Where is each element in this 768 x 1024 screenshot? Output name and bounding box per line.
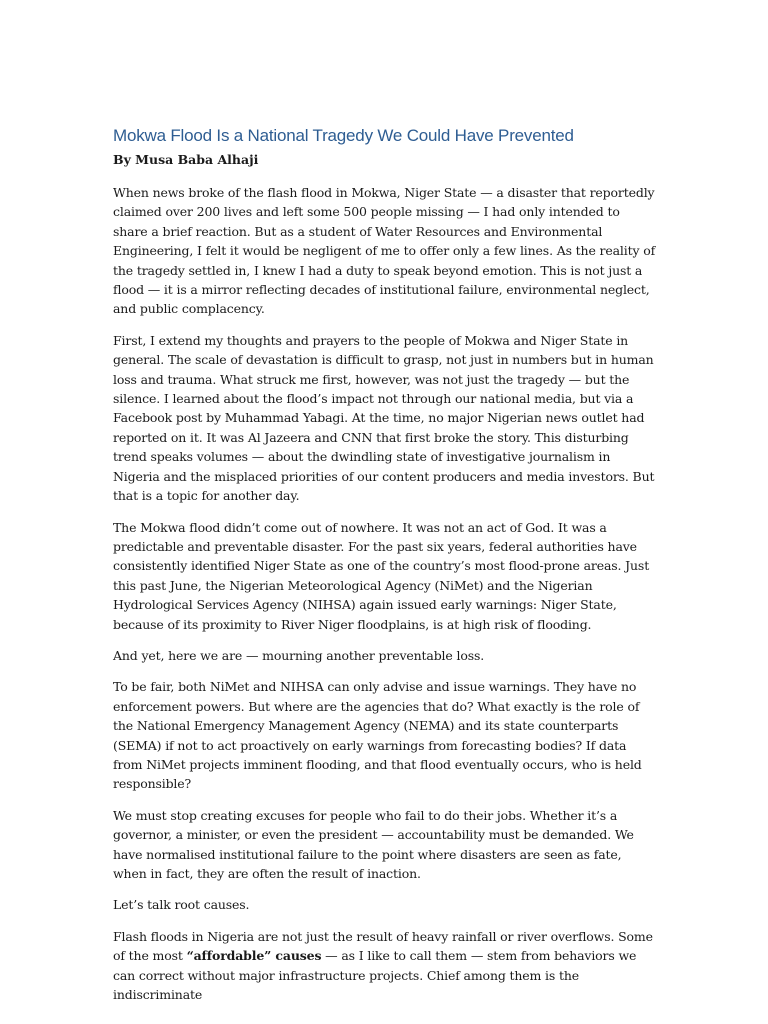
paragraph-7: Let’s talk root causes.: [113, 897, 250, 913]
article-byline: By Musa Baba Alhaji: [113, 152, 259, 167]
paragraph-6: We must stop creating excuses for people who fail to do their jobs. Whether it’s a governor, a minister, or even the president — accountability must be demanded. We have normalised institutional failure to the point where disasters are seen as fate, when in fact, they are often the result of inaction.: [113, 807, 634, 881]
document-page: [113, 124, 658, 1016]
article-title: Mokwa Flood Is a National Tragedy We Could Have Prevented: [113, 126, 574, 145]
paragraph-8-text-before: Flash floods in Nigeria are not just the result of heavy rainfall or river overflows. Some of the most: [113, 928, 653, 964]
paragraph-5: To be fair, both NiMet and NIHSA can only advise and issue warnings. They have no enforcement powers. But where are the agencies that do? What exactly is the role of the National Emergency Management Agency (NEMA) and its state counterparts (SEMA) if not to act proactively on early warnings from forecasting bodies? If data from NiMet projects imminent flooding, and that flood eventually occurs, who is held responsible?: [113, 679, 642, 792]
paragraph-2: First, I extend my thoughts and prayers to the people of Mokwa and Niger State in general. The scale of devastation is difficult to grasp, not just in numbers but in human loss and trauma. What struck me first, however, was not just the tragedy — but the silence. I learned about the flood’s impact not through our national media, but via a Facebook post by Muhammad Yabagi. At the time, no major Nigerian news outlet had reported on it. It was Al Jazeera and CNN that first broke the story. This disturbing trend speaks volumes — about the dwindling state of investigative journalism in Nigeria and the misplaced priorities of our content producers and media investors. But that is a topic for another day.: [113, 332, 655, 504]
paragraph-8-text-after: — as I like to call them — stem from behaviors we can correct without major infrastructure projects. Chief among them is the indiscriminate: [113, 948, 637, 1003]
paragraph-4: And yet, here we are — mourning another preventable loss.: [113, 647, 485, 663]
paragraph-1: When news broke of the flash flood in Mokwa, Niger State — a disaster that reportedly claimed over 200 lives and left some 500 people missing — I had only intended to share a brief reaction. But as a student of Water Resources and Environmental Engineering, I felt it would be negligent of me to offer only a few lines. As the reality of the tragedy settled in, I knew I had a duty to speak beyond emotion. This is not just a flood — it is a mirror reflecting decades of institutional failure, environmental neglect, and public complacency.: [113, 185, 656, 317]
paragraph-8-bold-phrase: “affordable” causes: [186, 948, 322, 964]
paragraph-3: The Mokwa flood didn’t come out of nowhere. It was not an act of God. It was a predictable and preventable disaster. For the past six years, federal authorities have consistently identified Niger State as one of the country’s most flood-prone areas. Just this past June, the Nigerian Meteorological Agency (NiMet) and the Nigerian Hydrological Services Agency (NIHSA) again issued early warnings: Niger State, because of its proximity to River Niger floodplains, is at high risk of flooding.: [113, 519, 650, 632]
paragraph-8: [113, 927, 658, 1005]
